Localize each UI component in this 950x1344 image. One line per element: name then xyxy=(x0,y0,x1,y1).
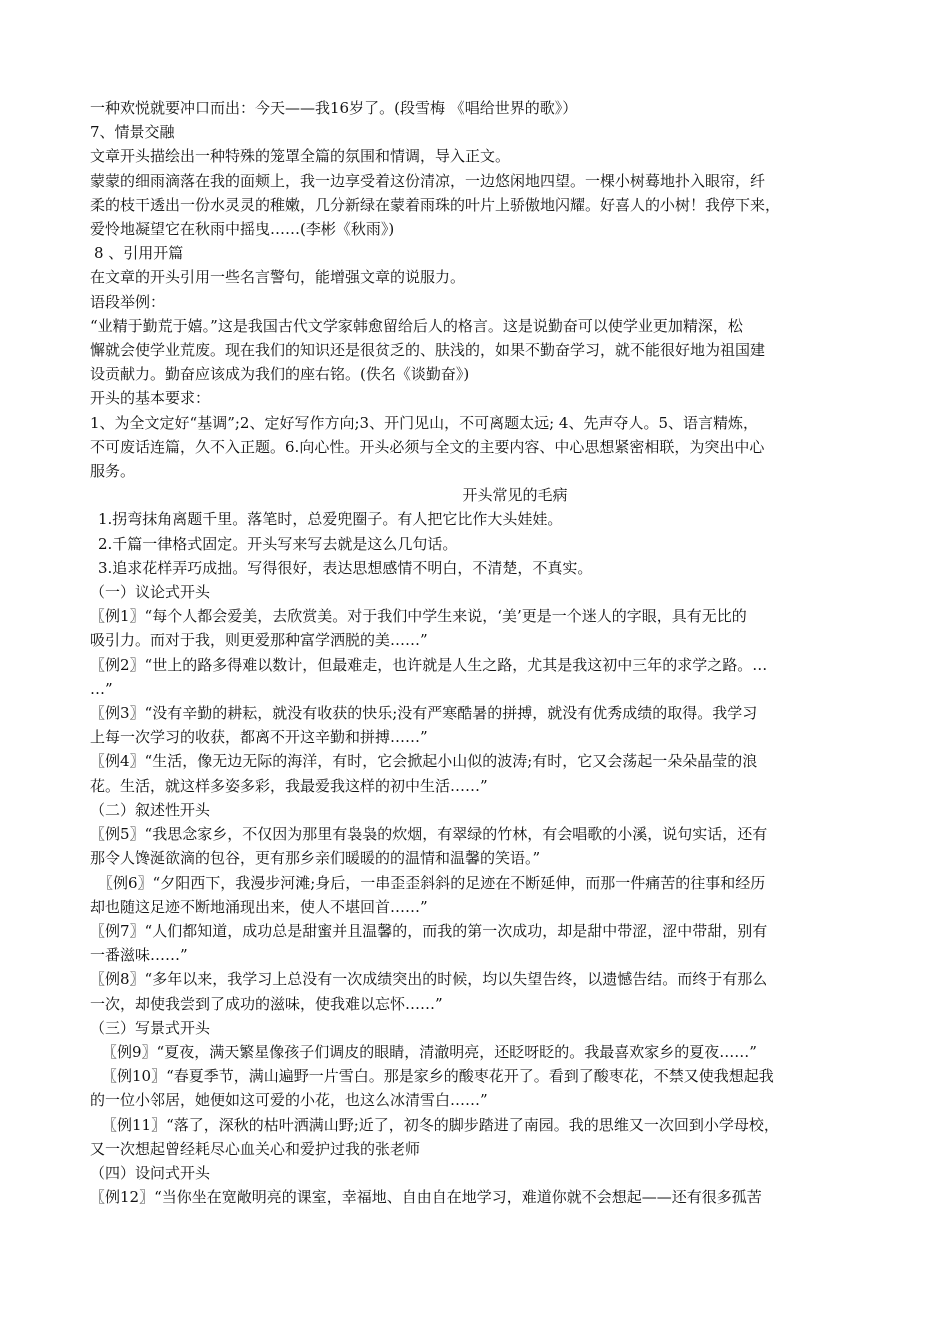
section-heading: （二）叙述性开头 xyxy=(90,800,211,819)
text-line: 吸引力。而对于我，则更爱那种富学洒脱的美……” xyxy=(90,631,428,650)
list-item: 1.拐弯抹角离题千里。落笔时，总爱兜圈子。有人把它比作大头娃娃。 xyxy=(98,510,563,529)
text-line: “业精于勤荒于嬉。”这是我国古代文学家韩愈留给后人的格言。这是说勤奋可以使学业更加精深，松 xyxy=(90,316,743,335)
text-line: 〖例3〗“没有辛勤的耕耘，就没有收获的快乐;没有严寒酷暑的拼搏，就没有优秀成绩的取得。我学习 xyxy=(90,704,758,723)
text-line: 〖例6〗“夕阳西下，我漫步河滩;身后，一串歪歪斜斜的足迹在不断延伸，而那一件痛苦的往事和经历 xyxy=(98,873,766,892)
text-line: 〖例5〗“我思念家乡，不仅因为那里有袅袅的炊烟，有翠绿的竹林，有会唱歌的小溪，说句实话，还有 xyxy=(90,825,768,844)
text-line: 一番滋味……” xyxy=(90,946,188,965)
text-line: 上每一次学习的收获，都离不开这辛勤和拼搏……” xyxy=(90,728,428,747)
section-heading: （一）议论式开头 xyxy=(90,583,211,602)
document-page xyxy=(90,96,870,1209)
text-line: 〖例4〗“生活，像无边无际的海洋，有时，它会掀起小山似的波涛;有时，它又会荡起一朵朵晶莹的浪 xyxy=(90,752,758,771)
text-line: 蒙蒙的细雨滴落在我的面颊上，我一边享受着这份清凉，一边悠闲地四望。一棵小树蓦地扑入眼帘，纤 xyxy=(90,171,766,190)
text-line: 设贡献力。勤奋应该成为我们的座右铭。(佚名《谈勤奋》) xyxy=(90,365,470,384)
text-line: 又一次想起曾经耗尽心血关心和爱护过我的张老师 xyxy=(90,1139,421,1158)
text-line: …” xyxy=(90,679,113,698)
text-line: 〖例10〗“春夏季节，满山遍野一片雪白。那是家乡的酸枣花开了。看到了酸枣花，不禁又使我想起我 xyxy=(102,1067,774,1086)
text-line: 却也随这足迹不断地涌现出来，使人不堪回首……” xyxy=(90,897,428,916)
list-item: 3.追求花样弄巧成拙。写得很好，表达思想感情不明白，不清楚，不真实。 xyxy=(98,558,593,577)
text-line: 〖例12〗“当你坐在宽敞明亮的课室，幸福地、自由自在地学习，难道你就不会想起——还有很多孤苦 xyxy=(90,1188,762,1207)
section-heading: （四）设问式开头 xyxy=(90,1163,211,1182)
text-line: 柔的枝干透出一份水灵灵的稚嫩，几分新绿在蒙着雨珠的叶片上骄傲地闪耀。好喜人的小树！我停下来， xyxy=(90,195,781,214)
text-line: 语段举例： xyxy=(90,292,166,311)
text-line: 〖例7〗“人们都知道，成功总是甜蜜并且温馨的，而我的第一次成功，却是甜中带涩，涩中带甜，别有 xyxy=(90,921,768,940)
text-line: 〖例9〗“夏夜，满天繁星像孩子们调皮的眼睛，清澈明亮，还眨呀眨的。我最喜欢家乡的夏夜……” xyxy=(102,1042,757,1061)
text-line: 一种欢悦就要冲口而出：今天——我16岁了。(段雪梅 《唱给世界的歌》） xyxy=(90,99,578,117)
text-line: 爱怜地凝望它在秋雨中摇曳……(李彬《秋雨》) xyxy=(90,220,395,239)
text-line: 不可废话连篇，久不入正题。6.向心性。开头必须与全文的主要内容、中心思想紧密相联，为突出中心 xyxy=(90,437,765,456)
list-item: 2.千篇一律格式固定。开头写来写去就是这么几句话。 xyxy=(98,534,458,553)
text-line: 花。生活，就这样多姿多彩，我最爱我这样的初中生活……” xyxy=(90,776,488,795)
text-line: 在文章的开头引用一些名言警句，能增强文章的说服力。 xyxy=(90,268,466,287)
section-heading: （三）写景式开头 xyxy=(90,1018,211,1037)
text-line: 那令人馋涎欲滴的包谷，更有那乡亲们暖暖的的温情和温馨的笑语。” xyxy=(90,849,541,868)
section-heading: 开头的基本要求： xyxy=(90,389,211,408)
centered-heading: 开头常见的毛病 xyxy=(462,486,568,505)
section-heading: 8 、引用开篇 xyxy=(94,244,184,263)
text-line: 懈就会使学业荒废。现在我们的知识还是很贫乏的、肤浅的，如果不勤奋学习，就不能很好地为祖国建 xyxy=(90,341,766,360)
text-line: 〖例1〗“每个人都会爱美，去欣赏美。对于我们中学生来说，‘美’更是一个迷人的字眼，具有无比的 xyxy=(90,607,747,626)
text-line: 服务。 xyxy=(90,462,136,481)
text-line: 1、为全文定好“基调”;2、定好写作方向;3、开门见山，不可离题太远; 4、先声夺人。5、语言精炼， xyxy=(90,413,758,432)
text-line: 〖例2〗“世上的路多得难以数计，但最难走，也许就是人生之路，尤其是我这初中三年的求学之路。… xyxy=(90,655,768,674)
text-line: 一次，却使我尝到了成功的滋味，使我难以忘怀……” xyxy=(90,994,443,1013)
text-line: 的一位小邻居，她便如这可爱的小花，也这么冰清雪白……” xyxy=(90,1091,488,1110)
section-heading: 7、情景交融 xyxy=(90,123,175,142)
text-line: 〖例11〗“落了，深秋的枯叶洒满山野;近了，初冬的脚步踏进了南园。我的思维又一次回到小学母校， xyxy=(102,1115,779,1134)
text-line: 〖例8〗“多年以来，我学习上总没有一次成绩突出的时候，均以失望告终，以遗憾告结。而终于有那么 xyxy=(90,970,768,989)
text-line: 文章开头描绘出一种特殊的笼罩全篇的氛围和情调，导入正文。 xyxy=(90,147,511,166)
